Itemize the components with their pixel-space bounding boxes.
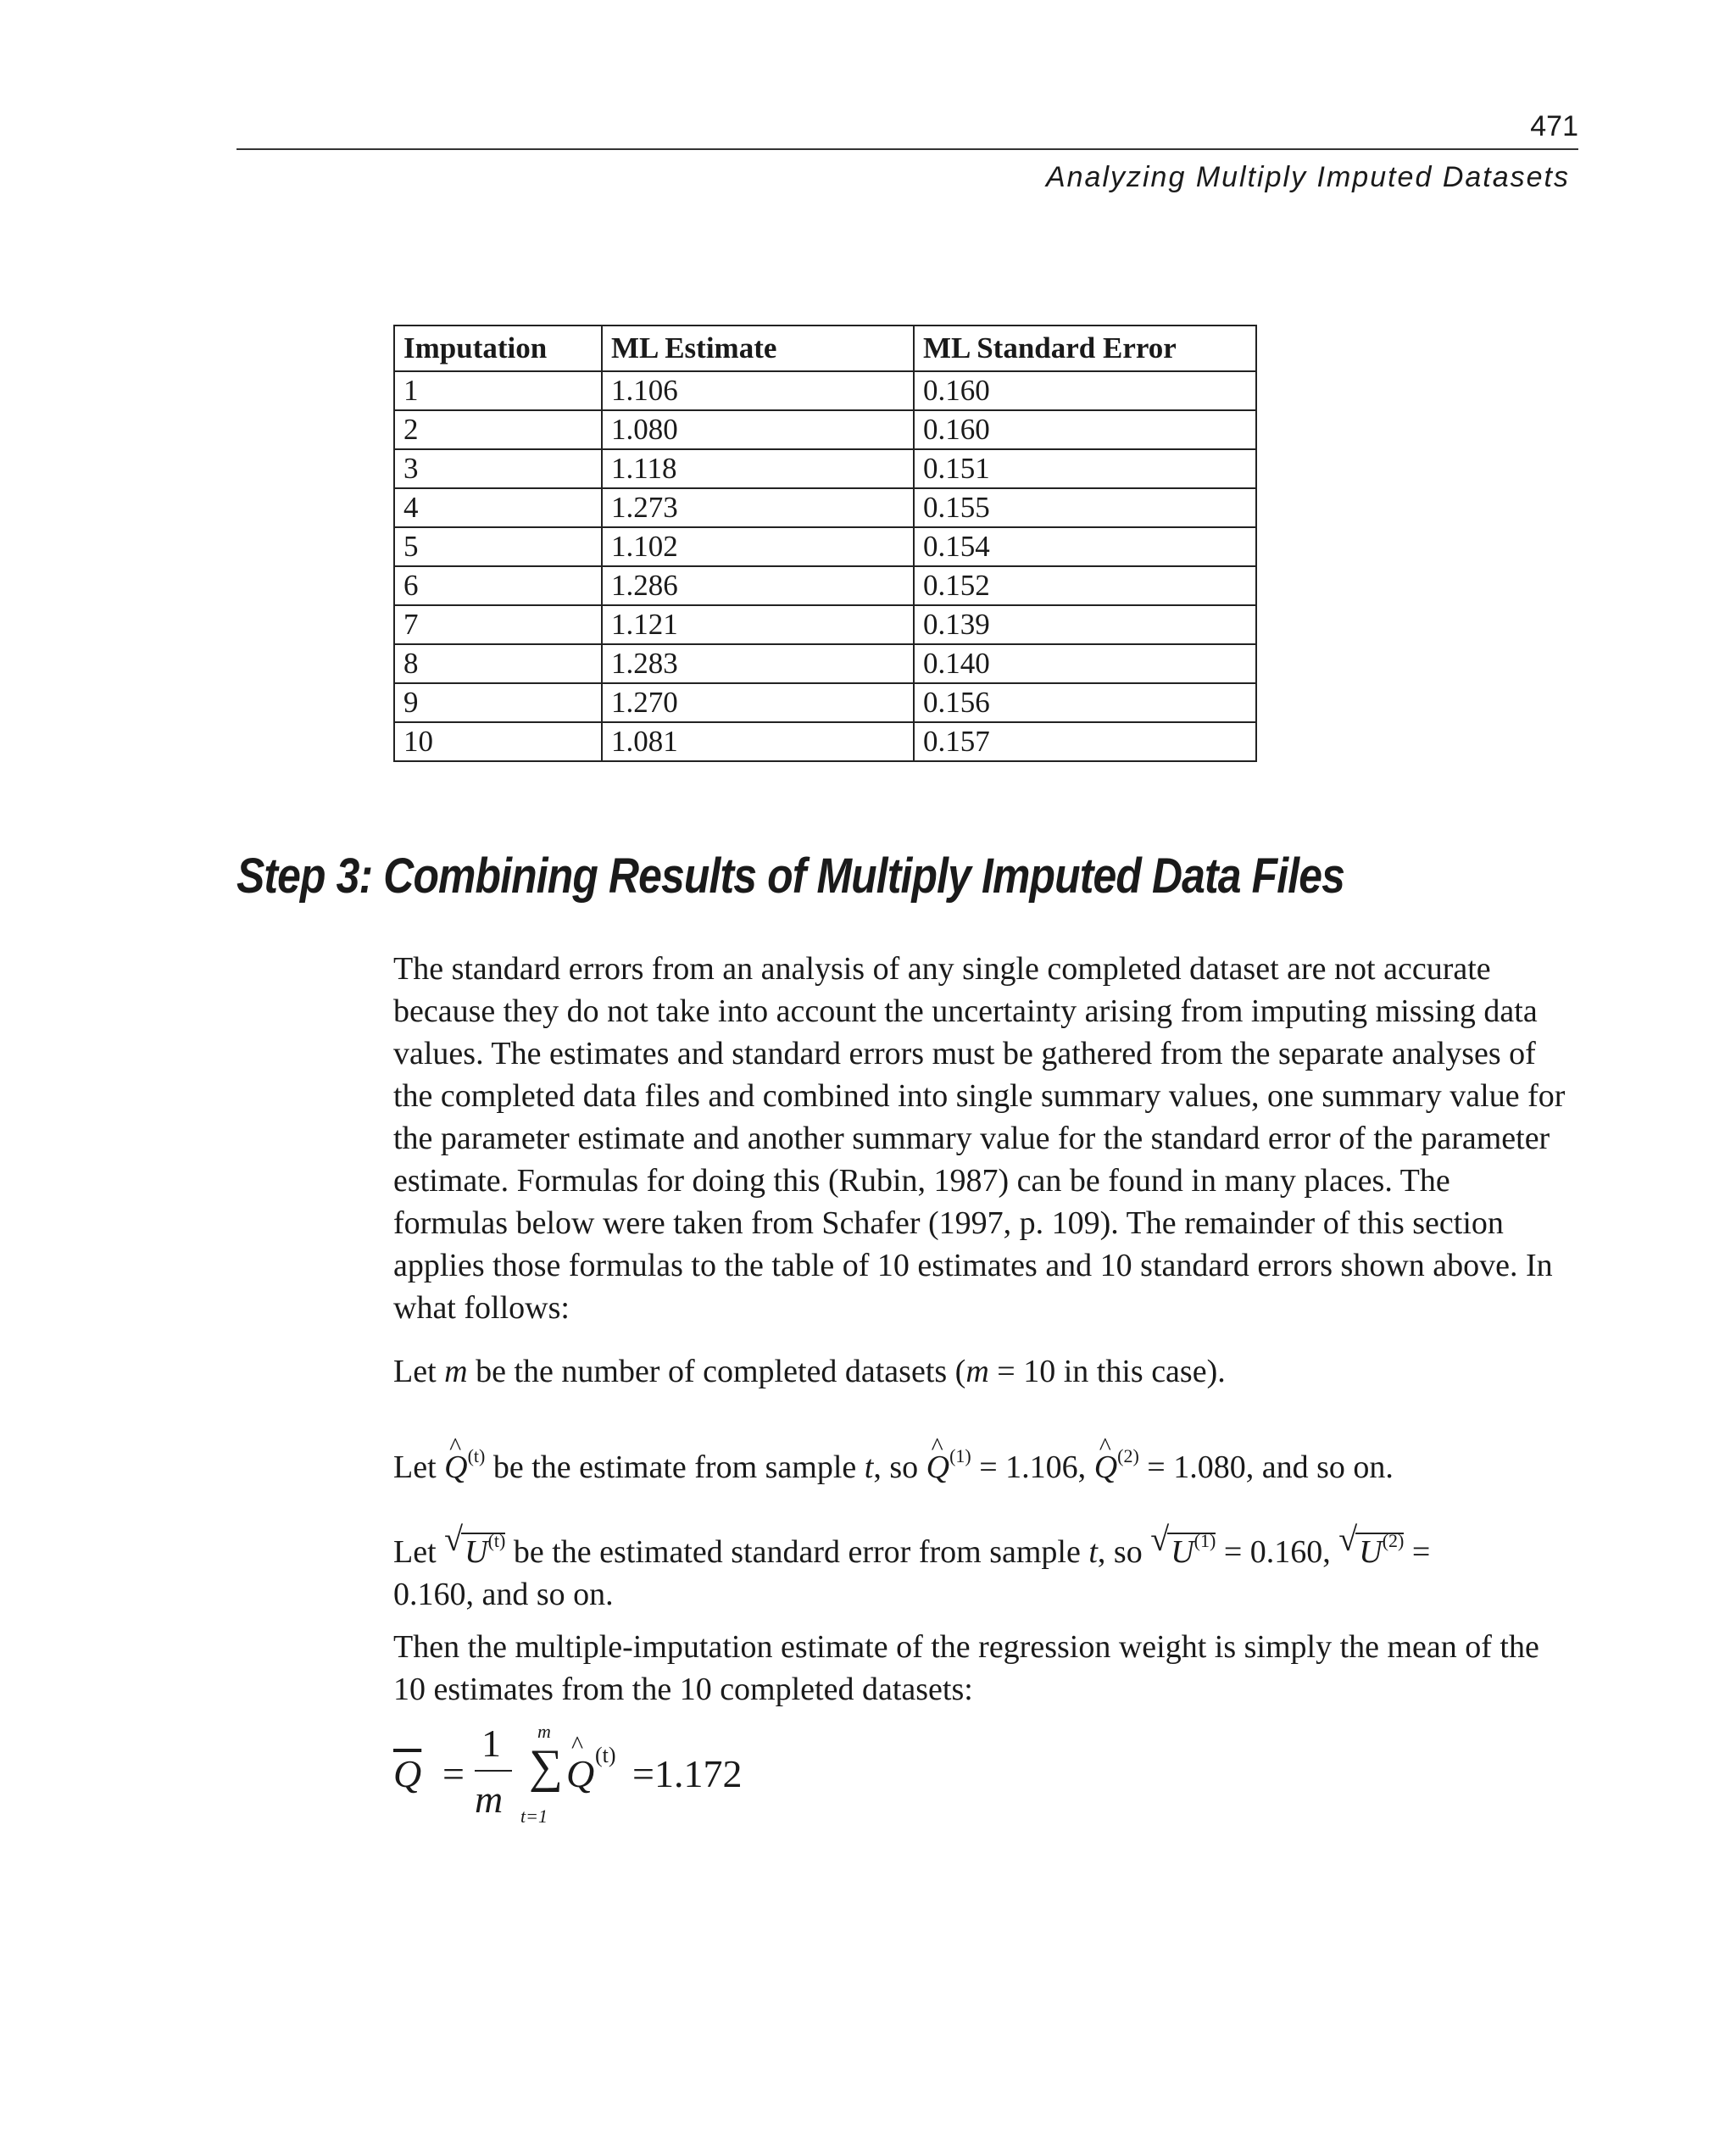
column-header: ML Standard Error <box>914 325 1256 371</box>
table-row <box>394 410 1256 449</box>
sqrt-u-t: √ $U^{(t)}$ <box>444 1520 506 1570</box>
let-m-suffix: = 10 in this case). <box>988 1354 1226 1389</box>
let-m-prefix: Let <box>393 1354 445 1389</box>
let-u-val2: = <box>1404 1534 1431 1570</box>
formula-sup-t: (t) <box>595 1743 616 1767</box>
intro-paragraph: The standard errors from an analysis of any single completed dataset are not accurate because they do not take into account the uncertainty arising from imputing missing data values. The estimates and standard errors must be gathered from the separate analyses of the completed data files and combined into single summary values, one summary value for the parameter estimate and another summary value for the standard error of the parameter estimate. Formulas for doing this (Rubin, 1987) can be found in many places. The formulas below were taken from Schafer (1997, p. 109). The remainder of this section applies those formulas to the table of 10 estimates and 10 standard errors shown above. In what follows: <box>393 951 1566 1326</box>
column-header: Imputation <box>394 325 602 371</box>
let-m-var2: m <box>965 1354 989 1389</box>
table-row <box>394 722 1256 761</box>
table-cell: 7 <box>394 605 602 644</box>
let-q-val2: = 1.080, and so on. <box>1138 1449 1394 1485</box>
sqrt-u-2: √ $U^{(2)}$ <box>1338 1520 1405 1570</box>
table-row <box>394 449 1256 488</box>
let-u-val1: = 0.160, <box>1216 1534 1339 1570</box>
page-number: 471 <box>1530 110 1578 142</box>
sum-upper-limit: m <box>537 1721 551 1742</box>
formula-qhat: ^ Q <box>566 1751 594 1796</box>
table-cell: 0.160 <box>914 371 1256 410</box>
table-cell: 0.156 <box>914 683 1256 722</box>
table-cell: 0.151 <box>914 449 1256 488</box>
table-cell: 0.160 <box>914 410 1256 449</box>
mean-estimate-formula <box>393 1721 902 1839</box>
table-cell: 0.140 <box>914 644 1256 683</box>
table-cell: 1.121 <box>602 605 914 644</box>
table-cell: 8 <box>394 644 602 683</box>
let-m-middle: be the number of completed datasets ( <box>467 1354 966 1389</box>
table-cell: 0.154 <box>914 527 1256 566</box>
q-sup-1: (1) <box>949 1445 971 1466</box>
sum-symbol: ∑ <box>529 1740 563 1793</box>
column-header: ML Estimate <box>602 325 914 371</box>
table-row <box>394 371 1256 410</box>
table-cell: 1.080 <box>602 410 914 449</box>
let-m-var: m <box>444 1354 468 1389</box>
table-row <box>394 605 1256 644</box>
let-u-t: t <box>1088 1534 1098 1570</box>
table-row <box>394 566 1256 605</box>
formula-equals: = <box>442 1752 465 1795</box>
sum-lower-limit: t=1 <box>520 1806 548 1827</box>
running-header: Analyzing Multiply Imputed Datasets <box>1045 161 1570 193</box>
let-u-prefix: Let <box>393 1534 445 1570</box>
q-hat-symbol-2: ^ Q <box>1094 1446 1117 1488</box>
let-m-line <box>393 1350 1572 1393</box>
imputation-table <box>393 325 1257 762</box>
table-cell: 1.102 <box>602 527 914 566</box>
table-cell: 0.157 <box>914 722 1256 761</box>
let-q-t: t <box>864 1449 874 1485</box>
table-row <box>394 527 1256 566</box>
formula-numerator: 1 <box>481 1722 501 1765</box>
q-hat-symbol-1: ^ Q <box>926 1446 949 1488</box>
let-u-middle: be the estimated standard error from sample <box>505 1534 1089 1570</box>
table-cell: 1 <box>394 371 602 410</box>
table-cell: 3 <box>394 449 602 488</box>
formula-qbar: $\overline{Q}$ <box>393 1752 422 1795</box>
let-u-continuation: 0.160, and so on. <box>393 1577 614 1612</box>
let-q-middle: be the estimate from sample <box>485 1449 865 1485</box>
table-cell: 0.139 <box>914 605 1256 644</box>
table-cell: 9 <box>394 683 602 722</box>
fraction-bar <box>475 1770 512 1772</box>
table-cell: 1.106 <box>602 371 914 410</box>
table-cell: 0.152 <box>914 566 1256 605</box>
header-rule <box>236 148 1578 150</box>
section-heading: Step 3: Combining Results of Multiply Imputed Data Files <box>236 849 1345 904</box>
table-cell: 1.118 <box>602 449 914 488</box>
let-u-line <box>393 1520 1572 1616</box>
table-cell: 1.273 <box>602 488 914 527</box>
formula-result: =1.172 <box>632 1752 743 1795</box>
table-cell: 1.270 <box>602 683 914 722</box>
q-hat-symbol: ^ Q <box>444 1446 467 1488</box>
table-header-row <box>394 325 1256 371</box>
table-cell: 6 <box>394 566 602 605</box>
table-cell: 2 <box>394 410 602 449</box>
let-q-so: , so <box>873 1449 926 1485</box>
table-cell: 0.155 <box>914 488 1256 527</box>
let-q-prefix: Let <box>393 1449 445 1485</box>
sqrt-u-1: √ $U^{(1)}$ <box>1150 1520 1216 1570</box>
then-paragraph: Then the multiple-imputation estimate of the regression weight is simply the mean of the 10 estimates from the 10 completed datasets: <box>393 1629 1539 1707</box>
table-row <box>394 488 1256 527</box>
let-q-val1: = 1.106, <box>971 1449 1094 1485</box>
table-cell: 10 <box>394 722 602 761</box>
let-u-so: , so <box>1097 1534 1151 1570</box>
table-row <box>394 683 1256 722</box>
table-row <box>394 644 1256 683</box>
table-cell: 1.081 <box>602 722 914 761</box>
q-sup-t: (t) <box>467 1445 486 1466</box>
table-cell: 4 <box>394 488 602 527</box>
let-q-line <box>393 1435 1572 1488</box>
formula-denominator: m <box>475 1778 504 1821</box>
table-cell: 5 <box>394 527 602 566</box>
q-sup-2: (2) <box>1117 1445 1139 1466</box>
table-cell: 1.283 <box>602 644 914 683</box>
table-cell: 1.286 <box>602 566 914 605</box>
